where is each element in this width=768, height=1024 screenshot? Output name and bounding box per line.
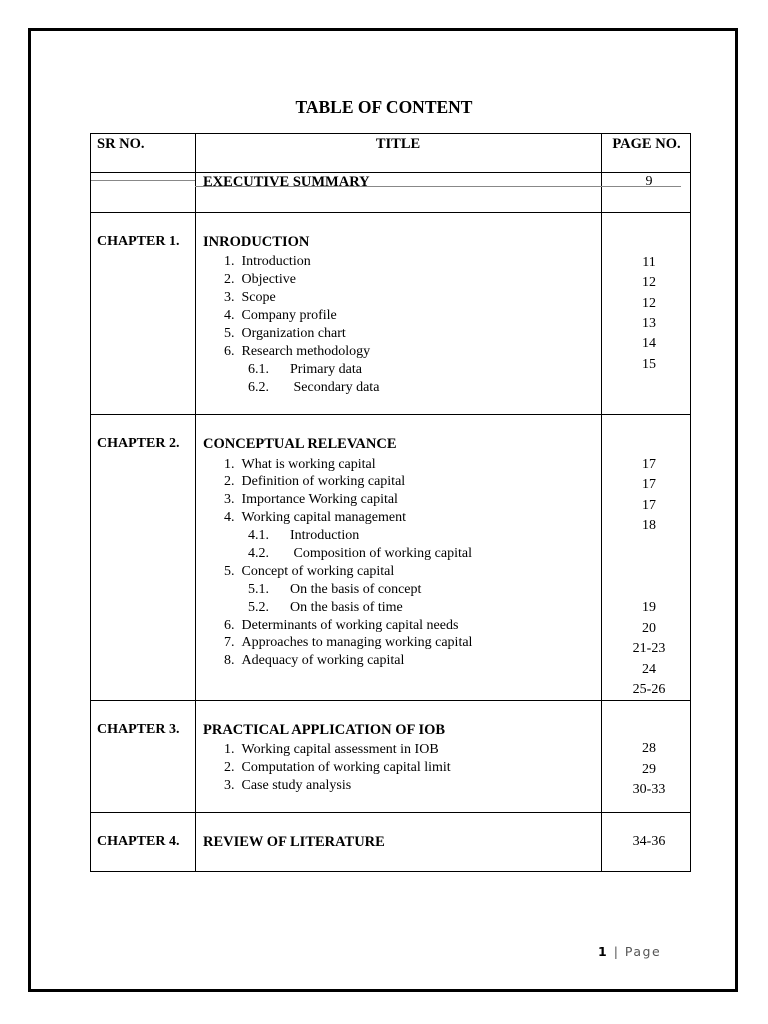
list-subitem: 4.2. Composition of working capital <box>248 546 472 561</box>
chapter-4-title: REVIEW OF LITERATURE <box>203 834 385 850</box>
footer-page-number: 1 <box>598 944 609 959</box>
page-number: 34-36 <box>632 834 666 849</box>
page-number: 13 <box>642 316 656 331</box>
page-title: TABLE OF CONTENT <box>295 97 473 117</box>
list-item: 1. What is working capital <box>224 457 376 472</box>
list-item: 1. Introduction <box>224 254 311 269</box>
page-number: 19 <box>642 600 656 615</box>
row-divider <box>91 212 690 213</box>
row-divider <box>91 172 690 173</box>
list-item: 2. Computation of working capital limit <box>224 760 451 775</box>
list-item: 4. Company profile <box>224 308 337 323</box>
chapter-3-title: PRACTICAL APPLICATION OF IOB <box>203 722 446 738</box>
list-item: 7. Approaches to managing working capital <box>224 635 473 650</box>
list-item: 5. Concept of working capital <box>224 564 395 579</box>
list-item: 3. Importance Working capital <box>224 492 398 507</box>
list-item: 4. Working capital management <box>224 510 406 525</box>
list-item: 2. Objective <box>224 272 296 287</box>
list-item: 5. Organization chart <box>224 326 346 341</box>
list-item: 6. Research methodology <box>224 344 371 359</box>
page-number: 17 <box>642 457 656 472</box>
executive-summary-page: 9 <box>645 174 653 189</box>
list-item: 1. Working capital assessment in IOB <box>224 742 439 757</box>
chapter-1-title: INRODUCTION <box>203 234 310 250</box>
list-item: 8. Adequacy of working capital <box>224 653 405 668</box>
page-number: 30-33 <box>632 782 666 797</box>
page-number: 11 <box>642 255 656 270</box>
row-divider <box>91 414 690 415</box>
header-page-no: PAGE NO. <box>612 136 681 152</box>
page-number: 17 <box>642 477 656 492</box>
executive-summary-title: EXECUTIVE SUMMARY <box>203 174 370 190</box>
list-item: 2. Definition of working capital <box>224 474 406 489</box>
footer-page-word: Page <box>624 944 662 959</box>
page-number: 12 <box>642 275 656 290</box>
page-number: 25-26 <box>632 682 666 697</box>
page-number: 18 <box>642 518 656 533</box>
page-number: 15 <box>642 357 656 372</box>
chapter-1-label: CHAPTER 1. <box>97 234 180 249</box>
footer-separator: | <box>613 944 620 959</box>
chapter-2-label: CHAPTER 2. <box>97 436 180 451</box>
page-number: 29 <box>642 762 656 777</box>
list-item: 3. Case study analysis <box>224 778 352 793</box>
page-number: 20 <box>642 621 656 636</box>
page-footer <box>598 944 661 959</box>
header-title: TITLE <box>375 136 421 152</box>
chapter-4-label: CHAPTER 4. <box>97 834 180 849</box>
chapter-3-label: CHAPTER 3. <box>97 722 180 737</box>
list-item: 3. Scope <box>224 290 276 305</box>
toc-table <box>90 133 691 872</box>
strike-line <box>91 180 195 181</box>
row-divider <box>91 700 690 701</box>
page-number: 12 <box>642 296 656 311</box>
header-sr-no: SR NO. <box>97 136 145 152</box>
page-number: 17 <box>642 498 656 513</box>
page-number: 21-23 <box>632 641 666 656</box>
list-subitem: 5.1. On the basis of concept <box>248 582 422 597</box>
row-divider <box>91 812 690 813</box>
list-subitem: 4.1. Introduction <box>248 528 360 543</box>
list-item: 6. Determinants of working capital needs <box>224 618 459 633</box>
list-subitem: 5.2. On the basis of time <box>248 600 403 615</box>
column-divider-1 <box>195 134 196 871</box>
page-number: 24 <box>642 662 656 677</box>
page-number: 28 <box>642 741 656 756</box>
chapter-2-title: CONCEPTUAL RELEVANCE <box>203 436 397 452</box>
list-subitem: 6.2. Secondary data <box>248 380 380 395</box>
page-number: 14 <box>642 336 656 351</box>
list-subitem: 6.1. Primary data <box>248 362 362 377</box>
column-divider-2 <box>601 134 602 871</box>
